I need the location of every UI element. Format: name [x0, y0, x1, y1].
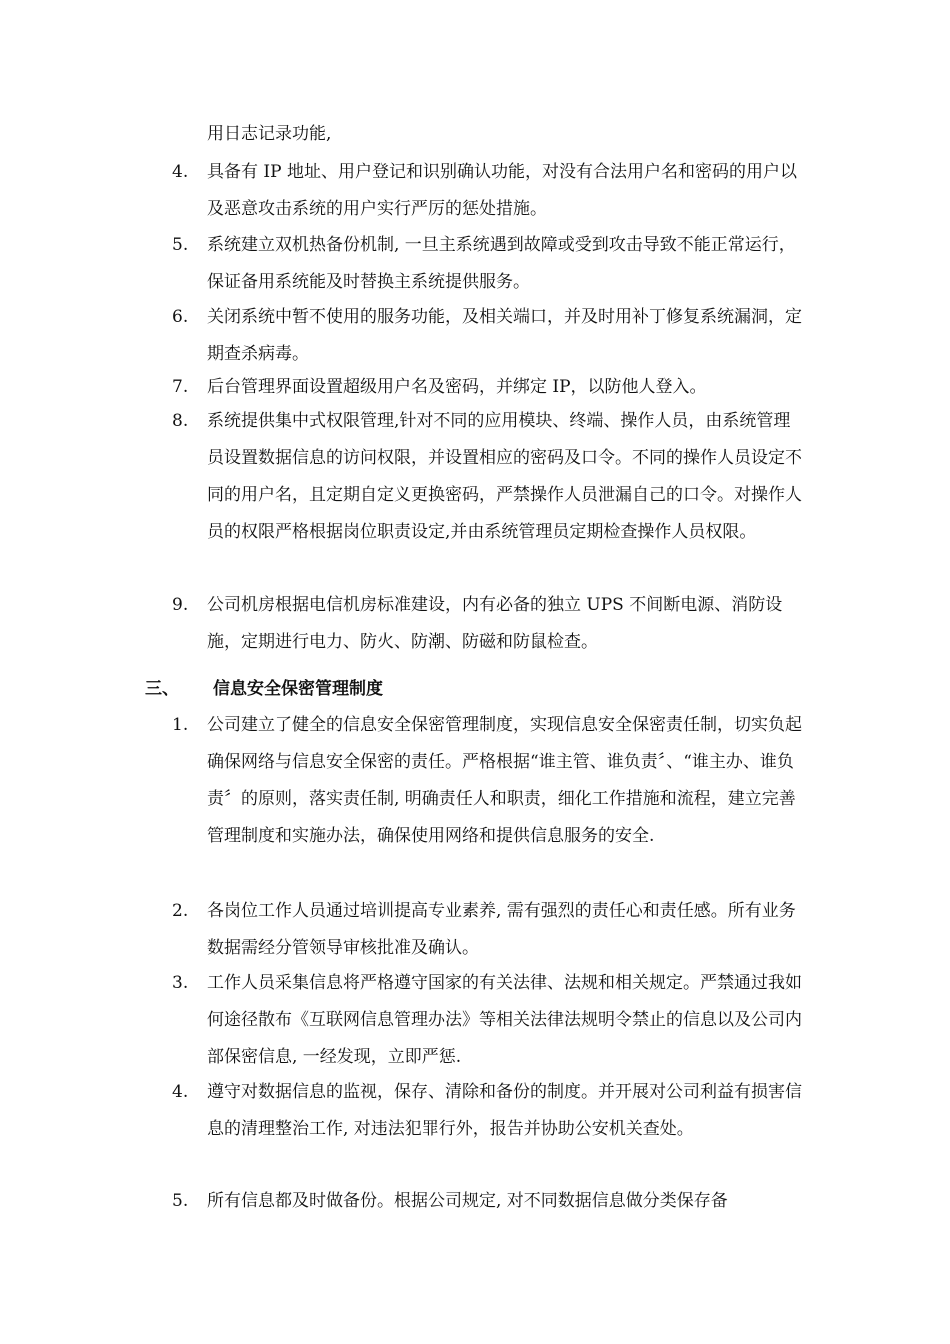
list-item-number: 5.	[172, 1191, 189, 1211]
section-number: 三、	[145, 679, 179, 699]
list-item-text: 具备有 IP 地址、用户登记和识别确认功能，对没有合法用户名和密码的用户以及恶意攻击系统的用户实行严厉的惩处措施。	[207, 162, 797, 219]
list-item-text: 系统建立双机热备份机制, 一旦主系统遇到故障或受到攻击导致不能正常运行，保证备用系统能及时替换主系统提供服务。	[207, 235, 796, 292]
list-item-text: 遵守对数据信息的监视，保存、清除和备份的制度。并开展对公司利益有损害信息的清理整治工作, 对违法犯罪行外，报告并协助公安机关查处。	[207, 1082, 802, 1139]
list-item-number: 1.	[172, 715, 189, 735]
list-item-number: 2.	[172, 901, 189, 921]
list-item-text: 系统提供集中式权限管理,针对不同的应用模块、终端、操作人员，由系统管理员设置数据信息的访问权限，并设置相应的密码及口令。不同的操作人员设定不同的用户名，且定期自定义更换密码，严禁操作人员泄漏自己的口令。对操作人员的权限严格根据岗位职责设定,并由系统管理员定期检查操作人员权限。	[207, 411, 802, 542]
continuation-line: 用日志记录功能,	[207, 124, 332, 144]
list-item-text: 公司建立了健全的信息安全保密管理制度，实现信息安全保密责任制，切实负起确保网络与信息安全保密的责任。严格根据“谁主管、谁负责〞、“谁主办、谁负责〞的原则，落实责任制, 明确责任人和职责，细化工作措施和流程，建立完善管理制度和实施办法，确保使用网络和提供信息服务的安全.	[207, 715, 802, 846]
list-item-number: 4.	[172, 162, 189, 182]
list-item-number: 9.	[172, 595, 189, 615]
list-item-number: 5.	[172, 235, 189, 255]
list-item-number: 3.	[172, 973, 189, 993]
list-item-text: 工作人员采集信息将严格遵守国家的有关法律、法规和相关规定。严禁通过我如何途径散布《互联网信息管理办法》等相关法律法规明令禁止的信息以及公司内部保密信息, 一经发现，立即严惩.	[207, 973, 802, 1067]
list-item-text: 后台管理界面设置超级用户名及密码，并绑定 IP，以防他人登入。	[207, 377, 707, 397]
list-item-number: 8.	[172, 411, 189, 431]
list-item-text: 所有信息都及时做备份。根据公司规定, 对不同数据信息做分类保存备	[207, 1191, 728, 1211]
list-item-number: 7.	[172, 377, 189, 397]
list-item-text: 各岗位工作人员通过培训提高专业素养, 需有强烈的责任心和责任感。所有业务数据需经分管领导审核批准及确认。	[207, 901, 796, 958]
list-item-text: 公司机房根据电信机房标准建设，内有必备的独立 UPS 不间断电源、消防设施，定期进行电力、防火、防潮、防磁和防鼠检查。	[207, 595, 783, 652]
list-item-number: 4.	[172, 1082, 189, 1102]
list-item-number: 6.	[172, 307, 189, 327]
section-title: 信息安全保密管理制度	[213, 679, 383, 699]
list-item-text: 关闭系统中暂不使用的服务功能，及相关端口，并及时用补丁修复系统漏洞，定期查杀病毒。	[207, 307, 802, 364]
